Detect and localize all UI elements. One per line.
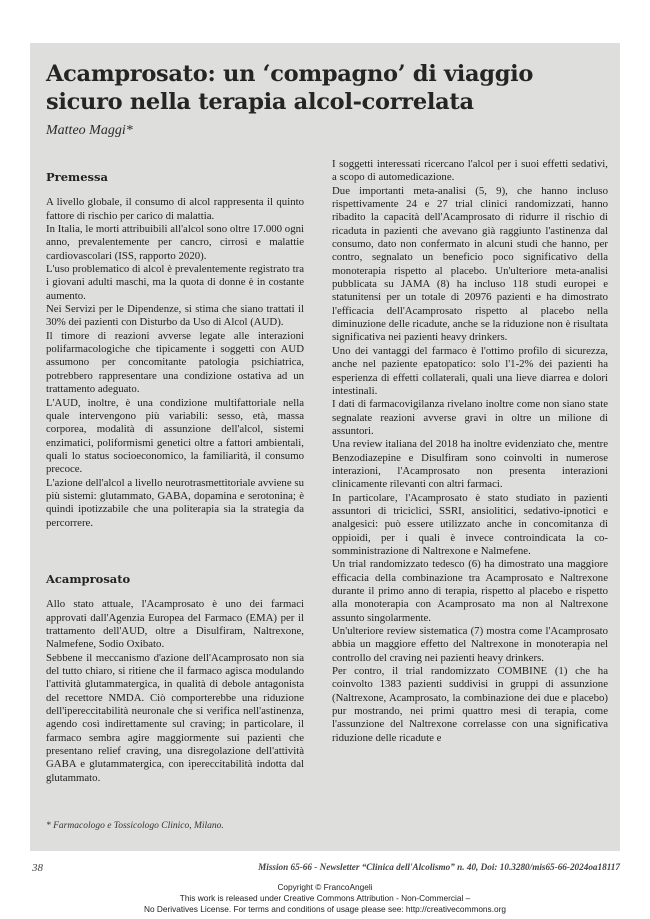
paragraph: I dati di farmacovigilanza rivelano inoltre come non siano state segnalate reazioni avverse gravi in oltre un milione di assuntori.: [332, 398, 608, 437]
running-footer: Mission 65-66 - Newsletter “Clinica dell'Alcolismo” n. 40, Doi: 10.3280/mis65-66-2024oa18117: [258, 862, 620, 872]
paragraph: Sebbene il meccanismo d'azione dell'Acamprosato non sia del tutto chiaro, si ritiene che il farmaco agisca modulando l'attività glutammatergica, in qualità di debole antagonista del recettore NMDA. Ciò comporterebbe una riduzione dell'ipereccitabilità neuronale che si verifica nell'astinenza, agendo così indirettamente sul craving; in particolare, il farmaco sembra agire maggiormente sui pazienti che presentano relief craving, una disregolazione dell'attività GABA e glutammatergica, con ipereccitabilità indotta dal glutammato.: [46, 651, 304, 784]
paragraph: Un'ulteriore review sistematica (7) mostra come l'Acamprosato abbia un maggiore effetto del Naltrexone in monoterapia nel controllo del craving nei pazienti heavy drinkers.: [332, 625, 608, 664]
paragraph: Uno dei vantaggi del farmaco è l'ottimo profilo di sicurezza, anche nel paziente epatopatico: solo l'1-2% dei pazienti ha esperienza di effetti collaterali, quali una lieve diarrea e dolori intestinali.: [332, 344, 608, 397]
article-author: Matteo Maggi*: [46, 123, 133, 138]
paragraph: Nei Servizi per le Dipendenze, si stima che siano trattati il 30% dei pazienti con Disturbo da Uso di Alcol (AUD).: [46, 303, 304, 329]
paragraph: Allo stato attuale, l'Acamprosato è uno dei farmaci approvati dall'Agenzia Europea del Farmaco (EMA) per il trattamento dell'AUD, oltre a Disulfiram, Naltrexone, Nalmefene, Sodio Oxibato.: [46, 598, 304, 651]
paragraph: L'azione dell'alcol a livello neurotrasmettitoriale avviene su più sistemi: glutammato, GABA, dopamina e serotonina; è quindi ipotizzabile che una politerapia sia la strategia da percorrere.: [46, 476, 304, 529]
paragraph: L'AUD, inoltre, è una condizione multifattoriale nella quale intervengono più variabili: sesso, età, massa corporea, modalità di assunzione dell'alcol, sistemi enzimatici, poliformismi genetici oltre a fattori ambientali, quali lo status socioeconomico, la familiarità, il consumo precoce.: [46, 396, 304, 476]
copyright-line: Copyright © FrancoAngeli: [277, 882, 373, 892]
paragraph: I soggetti interessati ricercano l'alcol per i suoi effetti sedativi, a scopo di automedicazione.: [332, 158, 608, 184]
paragraph: Per contro, il trial randomizzato COMBINE (1) che ha coinvolto 1383 pazienti suddivisi in gruppi di assunzione (Naltrexone, Acamprosato, la combinazione dei due e placebo) pur mostrando, nei primi quattro mesi di terapia, come l'assunzione del Naltrexone correlasse con una significativa riduzione delle ricadute e: [332, 665, 608, 744]
section-heading-premessa: Premessa: [46, 170, 108, 184]
right-column: [332, 158, 608, 745]
paragraph: Un trial randomizzato tedesco (6) ha dimostrato una maggiore efficacia della combinazione tra Acamprosato e Naltrexone durante il primo anno di terapia, rispetto al placebo e rispetto alla monoterapia con Acamprosato ma non al Naltrexone assunto singolarmente.: [332, 558, 608, 624]
paragraph: Il timore di reazioni avverse legate alle interazioni polifarmacologiche che tipicamente i soggetti con AUD assumono per concomitante patologia psichiatrica, potrebbero rappresentare una condizione ostativa ad un trattamento adeguato.: [46, 329, 304, 396]
article-title: Acamprosato: un ‘compagno’ di viaggio sicuro nella terapia alcol-correlata: [46, 61, 534, 115]
paragraph: In particolare, l'Acamprosato è stato studiato in pazienti assuntori di triciclici, SSRI, ansiolitici, sedativo-ipnotici e analgesici: può essere utilizzato anche in concomitanza di oppioidi, per i quali è invece controindicata la co-somministrazione di Naltrexone e Nalmefene.: [332, 491, 608, 557]
paragraph: In Italia, le morti attribuibili all'alcol sono oltre 17.000 ogni anno, prevalentemente per cancro, cirrosi e malattie cardiovascolari (ISS, rapporto 2020).: [46, 223, 304, 262]
license-line: This work is released under Creative Commons Attribution - Non-Commercial –: [179, 893, 471, 904]
page-number: 38: [32, 862, 43, 874]
paragraph: L'uso problematico di alcol è prevalentemente registrato tra i giovani adulti maschi, ma la quota di donne è in costante aumento.: [46, 263, 304, 302]
paragraph: A livello globale, il consumo di alcol rappresenta il quinto fattore di rischio per carico di malattia.: [46, 196, 304, 222]
license-line: No Derivatives License. For terms and conditions of usage please see: http://creativecommons.org: [143, 904, 506, 915]
paragraph: Due importanti meta-analisi (5, 9), che hanno incluso rispettivamente 24 e 27 trial clinici randomizzati, hanno ribadito la capacità dell'Acamprosato di ridurre il rischio di ricaduta in pazienti che avevano già raggiunto l'astinenza dal consumo, dato non confermato in alcuni studi che hanno, per contro, segnalato un beneficio poco significativo della monoterapia rispetto al placebo. Un'ulteriore meta-analisi pubblicata su JAMA (8) ha incluso 118 studi europei e statunitensi per un totale di 20976 pazienti e ha dimostrato l'efficacia dell'Acamprosato rispetto al placebo nella diminuzione delle ricadute, anche se la riduzione non è risultata significativa nei pazienti heavy drinkers.: [332, 184, 608, 344]
license-notice: [0, 882, 650, 916]
section-heading-acamprosato: Acamprosato: [46, 571, 131, 586]
author-footnote: * Farmacologo e Tossicologo Clinico, Milano.: [46, 821, 224, 831]
paragraph: Una review italiana del 2018 ha inoltre evidenziato che, mentre Benzodiazepine e Disulfiram sono coinvolti in numerose interazioni, l'Acamprosato non presenta interazioni clinicamente rilevanti con altri farmaci.: [332, 438, 608, 491]
left-column: [46, 161, 304, 785]
article-page: [30, 43, 620, 851]
